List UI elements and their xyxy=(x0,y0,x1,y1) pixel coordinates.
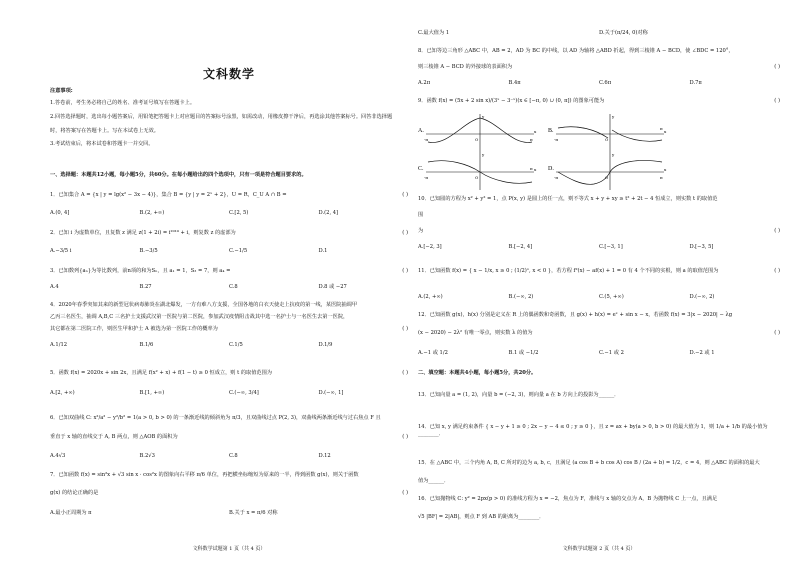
question-8: 8．已知等边三角形 △ABC 中，AB = 2，AD 为 BC 的中线，以 AD 为轴将 △ABD 折起，得到三棱锥 A − BCD，使 ∠BDC = 120°， xyxy=(418,48,734,54)
answer-paren: ( ) xyxy=(402,490,408,496)
option-b: B.−3/5 xyxy=(139,248,158,254)
question-2 xyxy=(50,230,408,237)
question-1 xyxy=(50,192,408,199)
option-b: B.(2, +∞) xyxy=(139,210,165,216)
option-b: B.4π xyxy=(508,80,521,86)
question-10-line-2: 围 xyxy=(418,212,424,218)
question-9-text: 9．函数 f(x) = (5x + 2 sin x)/(3ˣ − 3⁻ˣ)(x ∈ [−π, 0) ∪ (0, π]) 的图象可能为 xyxy=(418,98,605,104)
option-d: D.(2, 4] xyxy=(318,210,339,216)
question-4-line-2: 乙丙三名医生，抽调 A,B,C 三名护士支援武汉第一医院与第二医院，参加武汉疫情阻击战其中选一名护士与一名医生去第一医院， xyxy=(50,314,349,320)
note-2: 2.回答选择题时，选出每小题答案后，用铅笔把答题卡上对应题目的答案标号涂黑，如需改动，用橡皮擦干净后，再选涂其他答案标号。回答非选择题 xyxy=(50,114,393,120)
option-d: D.8 或 −27 xyxy=(318,284,347,290)
svg-text:x: x xyxy=(534,129,537,134)
question-16: 16．已知抛物线 C: y² = 2px(p > 0) 的准线方程为 x = −2，焦点为 F，准线与 x 轴的交点为 A，B 为抛物线 C 上一点，且满足 xyxy=(418,496,718,502)
question-11-options xyxy=(418,294,780,301)
graph-label-c: C. xyxy=(418,166,424,172)
question-10-options xyxy=(418,244,780,251)
question-12-text: (x − 2020) − 2λ² 有唯一零点，则实数 λ 的值为 xyxy=(418,330,533,336)
option-a: A.1/12 xyxy=(50,342,68,348)
option-a: A.4√3 xyxy=(50,453,66,459)
option-d: D.(−∞, 1] xyxy=(318,390,344,396)
question-7-options xyxy=(50,510,408,517)
graph-option-a xyxy=(418,112,538,154)
question-4-options xyxy=(50,342,408,349)
option-a: A.2π xyxy=(418,80,431,86)
svg-text:x: x xyxy=(664,129,667,134)
note-1: 1.答卷前，考生务必将自己的姓名、准考证号填写在答题卡上。 xyxy=(50,100,196,106)
question-12: 12．已知函数 g(x)，h(x) 分别是定义在 R 上的偶函数和奇函数，且 g(x) + h(x) = eˣ + sin x − x，若函数 f(x) = 3|x − 2020| − λg xyxy=(418,312,733,318)
notes-title: 注意事项: xyxy=(50,88,73,94)
option-a: A.[2, +∞) xyxy=(50,390,75,396)
svg-text:y: y xyxy=(612,114,615,119)
option-b: B.(−∞, 2) xyxy=(508,294,534,300)
option-a: A.−1 或 1/2 xyxy=(418,350,448,356)
question-7: 7．已知函数 f(x) = sin²x + √3 sin x · cos²x 的图象向右平移 π/6 单位，再把横坐标缩短为原来的一半，得到函数 g(x)，则关于函数 xyxy=(50,472,359,478)
answer-paren: ( ) xyxy=(774,228,780,234)
option-c: C.[2, 5) xyxy=(229,210,249,216)
svg-text:-π: -π xyxy=(424,137,428,142)
question-15-line-2: 值为______． xyxy=(418,478,450,484)
question-9 xyxy=(418,98,780,105)
svg-text:π: π xyxy=(660,126,663,131)
answer-paren: ( ) xyxy=(402,230,408,236)
svg-text:-π: -π xyxy=(554,137,558,142)
question-6: 6．已知双曲线 C: x²/a² − y²/b² = 1(a > 0, b > 0) 的一条渐近线的倾斜角为 π/3，且双曲线过点 P(2, 3)，双曲线两条渐近线与过右焦点 F 且 xyxy=(50,415,381,421)
svg-text:y: y xyxy=(482,152,485,157)
svg-text:O: O xyxy=(605,175,609,180)
svg-text:O: O xyxy=(475,137,479,142)
question-1-options xyxy=(50,210,408,217)
svg-text:O: O xyxy=(475,175,479,180)
page-2 xyxy=(418,0,780,561)
option-a: A.−3/5 i xyxy=(50,248,72,254)
question-10: 10．已知圆的方程为 x² + y² = 1，点 P(x, y) 是圆上的任一点，则不等式 x + y + xy ≥ t² + 2t − 4 恒成立，则实数 t 的取值范 xyxy=(418,196,718,202)
option-c: C.8 xyxy=(229,453,238,459)
graph-option-d xyxy=(548,150,668,192)
section-choice-header: 一、选择题：本题共12小题，每小题5分，共60分。在每小题给出的四个选项中，只有一项是符合题目要求的。 xyxy=(50,172,307,178)
option-d: D.7π xyxy=(689,80,702,86)
svg-text:-π: -π xyxy=(554,175,558,180)
question-11-text: 11．已知函数 f(x) = { x − 1/x, x ≥ 0 ; (1/2)ˣ, x < 0 }，若方程 f²(x) − af(x) + 1 = 0 有 4 个不同的实根，则 a 的取值范围为 xyxy=(418,268,719,274)
question-1-text: 1．已知集合 A = {x | y = lg(x² − 3x − 4)}，集合 B = {y | y = 2ˣ + 2}，U = R，C_U A ∩ B = xyxy=(50,192,287,198)
question-13: 13．已知向量 a = (1, 2)，向量 b = (−2, 3)，则向量 a 在 b 方向上的投影为______． xyxy=(418,392,620,398)
svg-text:y: y xyxy=(482,114,485,119)
option-b: B.1 或 −1/2 xyxy=(508,350,539,356)
svg-text:O: O xyxy=(605,137,609,142)
question-7-line-2 xyxy=(50,490,408,497)
graph-label-b: B. xyxy=(548,128,554,134)
option-a: A.(2, +∞) xyxy=(418,294,443,300)
answer-paren: ( ) xyxy=(402,370,408,376)
answer-paren: ( ) xyxy=(774,98,780,104)
svg-text:x: x xyxy=(664,167,667,172)
page-footer: 文科数学试题第 1 页（共 4 页） xyxy=(192,546,266,553)
option-b: B.[−2, 4] xyxy=(508,244,533,250)
question-6-line-2 xyxy=(50,434,408,441)
question-4-line-3 xyxy=(50,326,408,333)
graph-option-b xyxy=(548,112,668,154)
question-6-options xyxy=(50,453,408,460)
option-b: B.关于 x = π/6 对称 xyxy=(229,510,278,516)
option-d: D.1 xyxy=(318,248,328,254)
svg-text:x: x xyxy=(534,167,537,172)
option-c: C.−1 或 2 xyxy=(599,350,624,356)
question-10-text: 为 xyxy=(418,228,424,234)
note-2-cont: 时，将答案写在答题卡上。写在本试卷上无效。 xyxy=(50,128,159,134)
option-a: A.最小正周期为 π xyxy=(50,510,92,516)
option-d: D.1/9 xyxy=(318,342,333,348)
answer-paren: ( ) xyxy=(402,434,408,440)
question-5 xyxy=(50,370,408,377)
question-16-line-2: √5 |BF| = 2|AB|，则点 F 到 AB 的距离为________． xyxy=(418,514,545,520)
page-1 xyxy=(50,0,408,561)
option-b: B.2√3 xyxy=(139,453,155,459)
question-5-text: 5．函数 f(x) = 2020x + sin 2x，且满足 f(x² + x) + f(1 − t) ≥ 0 恒成立，则 t 的取值范围为 xyxy=(50,370,272,376)
option-a: A.[−2, 3] xyxy=(418,244,442,250)
option-b: B.27 xyxy=(139,284,152,290)
question-4: 4．2020年春季突如其来的新型冠状病毒肺炎在湖北爆发，一方有难八方支援，全国各地的白衣天使走上抗疫的第一线，某医院抽调甲 xyxy=(50,302,358,308)
option-d: D.关于(π/24, 0)对称 xyxy=(599,30,648,36)
answer-paren: ( ) xyxy=(774,64,780,70)
question-10-line-3 xyxy=(418,228,780,235)
question-2-options xyxy=(50,248,408,255)
section-fill-header: 二、填空题：本题共4小题，每小题5分，共20分。 xyxy=(418,370,537,376)
question-12-line-2 xyxy=(418,330,780,337)
question-8-text: 则三棱锥 A − BCD 的外接球的表面积为 xyxy=(418,64,513,70)
graph-label-a: A. xyxy=(418,128,424,134)
exam-title: 文科数学 xyxy=(202,67,255,81)
question-8-options xyxy=(418,80,780,87)
option-d: D.−2 或 1 xyxy=(689,350,715,356)
answer-paren: ( ) xyxy=(774,268,780,274)
option-b: B.[1, +∞) xyxy=(139,390,165,396)
question-6-text: 垂直于 x 轴的直线交于 A, B 两点，则 △AOB 的面积为 xyxy=(50,434,178,440)
option-c: C.最大值为 1 xyxy=(418,30,450,36)
option-c: C.−1/5 xyxy=(229,248,248,254)
svg-text:-π: -π xyxy=(424,175,428,180)
svg-text:y: y xyxy=(612,152,615,157)
question-8-line-2 xyxy=(418,64,780,71)
graph-label-d: D. xyxy=(548,166,554,172)
option-d: D.(−∞, 2) xyxy=(689,294,715,300)
answer-paren: ( ) xyxy=(402,268,408,274)
question-3 xyxy=(50,268,408,275)
option-c: C.(−∞, 3/4] xyxy=(229,390,259,396)
option-d: D.[−3, 5] xyxy=(689,244,714,250)
option-c: C.[−3, 1] xyxy=(599,244,623,250)
question-3-options xyxy=(50,284,408,291)
question-3-text: 3．已知数列{aₙ}为等比数列，前n项的和为Sₙ，且 a₁ = 1，S₃ = 7，则 a₄ = xyxy=(50,268,231,274)
question-5-options xyxy=(50,390,408,397)
option-a: A.4 xyxy=(50,284,59,290)
answer-paren: ( ) xyxy=(402,192,408,198)
answer-paren: ( ) xyxy=(774,330,780,336)
note-3: 3.考试结束后，将本试卷和答题卡一并交回。 xyxy=(50,141,154,147)
svg-text:π: π xyxy=(660,175,663,180)
question-12-options xyxy=(418,350,780,357)
question-4-text: 其它都在第二医院工作，则医生甲和护士 A 被选为第一医院工作的概率为 xyxy=(50,326,218,332)
option-a: A.(0, 4] xyxy=(50,210,70,216)
question-11 xyxy=(418,268,780,275)
question-7-options-cont xyxy=(418,30,780,37)
option-b: B.1/6 xyxy=(139,342,154,348)
option-c: C.6π xyxy=(599,80,612,86)
svg-text:π: π xyxy=(530,137,533,142)
option-c: C.(5, +∞) xyxy=(599,294,624,300)
graph-option-c xyxy=(418,150,538,192)
question-7-text: g(x) 的结论正确的是 xyxy=(50,490,99,496)
page-footer: 文科数学试题第 2 页（共 4 页） xyxy=(562,546,636,553)
answer-paren: ( ) xyxy=(402,326,408,332)
option-c: C.8 xyxy=(229,284,238,290)
svg-text:π: π xyxy=(530,166,533,171)
question-15: 15．在 △ABC 中，三个内角 A, B, C 所对的边为 a, b, c，且满足 (a cos B + b cos A) cos B / (2a + b) = 1/2，c = 4，则 △ABC 的面积的最大 xyxy=(418,460,760,466)
option-c: C.1/5 xyxy=(229,342,243,348)
option-d: D.12 xyxy=(318,453,331,459)
question-14: 14．已知 x, y 满足约束条件 { x − y + 1 ≥ 0 ; 2x − y − 4 ≤ 0 ; y ≥ 0 }，且 z = ax + by(a > 0, b > 0) 的最大值为 1，则 1/a + 1/b 的最小值为________． xyxy=(418,424,768,438)
question-2-text: 2．已知 i 为虚数单位，且复数 z 满足 z(1 + 2i) = i²⁰¹⁹ + i，则复数 z 的虚部为 xyxy=(50,230,236,236)
